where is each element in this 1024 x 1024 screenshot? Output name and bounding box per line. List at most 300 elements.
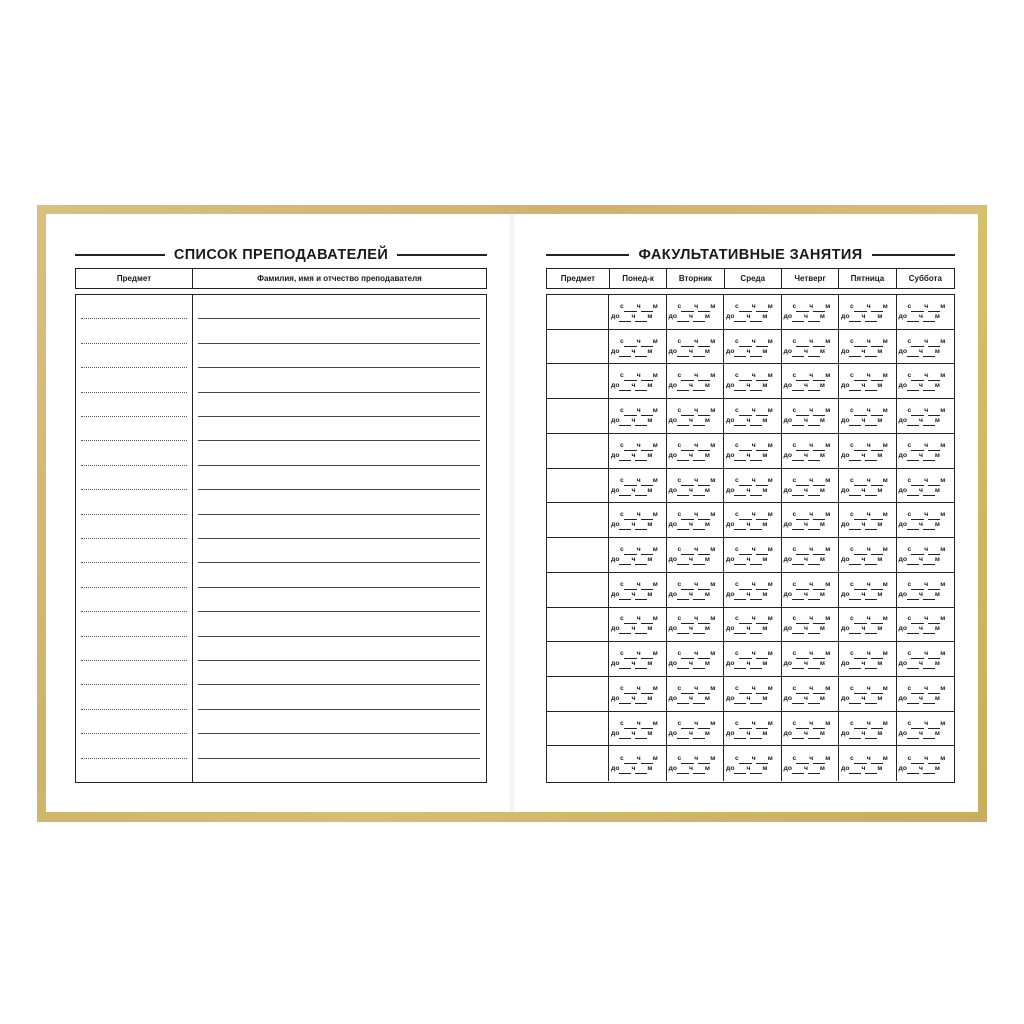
time-from-line: [726, 510, 779, 520]
minute-blank: [756, 757, 768, 764]
minute-label: м: [710, 615, 716, 623]
minute-blank: [756, 374, 768, 381]
minute-blank: [871, 340, 883, 347]
hour-blank: [681, 722, 694, 729]
hour-label: ч: [636, 511, 641, 519]
hour-blank: [619, 489, 631, 496]
header-subject: Предмет: [76, 269, 193, 288]
minute-label: м: [877, 521, 883, 529]
time-prefix: до: [783, 625, 792, 633]
time-prefix: до: [841, 729, 850, 737]
minute-blank: [635, 523, 647, 530]
hour-blank: [911, 444, 924, 451]
hour-label: ч: [694, 407, 699, 415]
hour-label: ч: [694, 337, 699, 345]
hour-blank: [849, 732, 861, 739]
minute-blank: [635, 767, 647, 774]
hour-label: ч: [751, 407, 756, 415]
hour-blank: [681, 583, 694, 590]
elective-subject-cell: [547, 677, 609, 711]
hour-blank: [907, 558, 919, 565]
hour-label: ч: [809, 511, 814, 519]
minute-label: м: [825, 650, 831, 658]
hour-label: ч: [688, 590, 693, 598]
hour-blank: [796, 340, 809, 347]
day-time-cell: [667, 295, 725, 329]
minute-label: м: [825, 372, 831, 380]
hour-blank: [792, 662, 804, 669]
hour-label: ч: [809, 337, 814, 345]
hour-blank: [624, 479, 637, 486]
hour-label: ч: [751, 719, 756, 727]
hour-blank: [624, 513, 637, 520]
minute-label: м: [767, 337, 773, 345]
minute-blank: [813, 513, 825, 520]
time-from-line: [784, 337, 837, 347]
time-prefix: до: [898, 382, 907, 390]
time-prefix: до: [726, 660, 735, 668]
minute-label: м: [934, 521, 940, 529]
time-prefix: с: [792, 615, 797, 623]
teacher-row: [76, 710, 486, 734]
subject-dotted-line: [81, 758, 187, 759]
time-prefix: с: [907, 650, 912, 658]
time-prefix: с: [907, 754, 912, 762]
hour-label: ч: [631, 312, 636, 320]
time-from-line: [726, 719, 779, 729]
minute-blank: [865, 662, 877, 669]
time-from-line: [784, 510, 837, 520]
hour-label: ч: [861, 347, 866, 355]
time-to-line: [841, 451, 894, 461]
time-prefix: до: [841, 347, 850, 355]
hour-blank: [907, 697, 919, 704]
hour-label: ч: [636, 719, 641, 727]
minute-blank: [923, 489, 935, 496]
time-prefix: до: [841, 555, 850, 563]
minute-label: м: [882, 650, 888, 658]
minute-label: м: [940, 754, 946, 762]
minute-label: м: [704, 729, 710, 737]
time-from-line: [611, 476, 664, 486]
minute-label: м: [882, 511, 888, 519]
minute-label: м: [710, 441, 716, 449]
time-from-line: [899, 302, 953, 312]
hour-blank: [677, 419, 689, 426]
time-from-line: [669, 337, 722, 347]
day-time-cell: [839, 642, 897, 676]
time-prefix: с: [850, 580, 854, 588]
electives-table-body: [546, 294, 955, 783]
minute-label: м: [819, 625, 825, 633]
minute-blank: [635, 593, 647, 600]
time-prefix: до: [726, 382, 735, 390]
minute-blank: [635, 489, 647, 496]
minute-blank: [641, 374, 653, 381]
minute-blank: [693, 489, 705, 496]
minute-label: м: [882, 545, 888, 553]
time-prefix: с: [792, 441, 797, 449]
minute-label: м: [940, 684, 946, 692]
hour-blank: [911, 513, 924, 520]
elective-subject-cell: [547, 573, 609, 607]
teacher-row: [76, 515, 486, 539]
hour-label: ч: [918, 417, 923, 425]
hour-label: ч: [866, 580, 871, 588]
minute-label: м: [704, 451, 710, 459]
hour-label: ч: [746, 590, 751, 598]
minute-blank: [813, 548, 825, 555]
minute-label: м: [762, 555, 768, 563]
header-monday: Понед-к: [610, 269, 667, 288]
hour-label: ч: [866, 337, 871, 345]
time-to-line: [841, 486, 894, 496]
time-prefix: с: [677, 476, 682, 484]
minute-blank: [641, 583, 653, 590]
time-prefix: с: [792, 337, 797, 345]
time-prefix: до: [783, 521, 792, 529]
minute-label: м: [940, 407, 946, 415]
day-time-cell: [667, 712, 725, 746]
minute-blank: [865, 732, 877, 739]
hour-blank: [796, 548, 809, 555]
hour-blank: [619, 627, 631, 634]
time-prefix: до: [668, 521, 677, 529]
hour-label: ч: [866, 719, 871, 727]
hour-blank: [911, 722, 924, 729]
minute-label: м: [704, 521, 710, 529]
minute-blank: [865, 523, 877, 530]
hour-blank: [619, 315, 631, 322]
time-to-line: [899, 729, 953, 739]
minute-label: м: [652, 372, 658, 380]
minute-blank: [750, 454, 762, 461]
hour-blank: [619, 419, 631, 426]
hour-label: ч: [688, 347, 693, 355]
hour-blank: [854, 513, 867, 520]
day-time-cell: [839, 573, 897, 607]
time-prefix: до: [898, 417, 907, 425]
day-time-cell: [839, 712, 897, 746]
time-prefix: с: [792, 650, 797, 658]
time-from-line: [841, 580, 894, 590]
time-to-line: [611, 381, 664, 391]
hour-label: ч: [631, 590, 636, 598]
minute-label: м: [647, 486, 653, 494]
hour-blank: [854, 548, 867, 555]
time-to-line: [611, 451, 664, 461]
minute-label: м: [762, 660, 768, 668]
hour-blank: [911, 340, 924, 347]
minute-label: м: [704, 660, 710, 668]
hour-label: ч: [924, 615, 929, 623]
title-rule-left: [75, 254, 165, 256]
hour-label: ч: [631, 382, 636, 390]
minute-label: м: [825, 511, 831, 519]
hour-label: ч: [694, 302, 699, 310]
hour-blank: [854, 583, 867, 590]
hour-label: ч: [866, 407, 871, 415]
time-to-line: [611, 764, 664, 774]
hour-label: ч: [746, 694, 751, 702]
hour-blank: [792, 523, 804, 530]
time-prefix: до: [611, 764, 620, 772]
hour-label: ч: [636, 615, 641, 623]
minute-blank: [923, 350, 935, 357]
time-from-line: [841, 614, 894, 624]
minute-blank: [813, 340, 825, 347]
minute-blank: [756, 583, 768, 590]
hour-label: ч: [631, 347, 636, 355]
minute-label: м: [934, 312, 940, 320]
elective-subject-cell: [547, 712, 609, 746]
minute-label: м: [767, 372, 773, 380]
day-time-cell: [724, 712, 782, 746]
day-time-cell: [609, 469, 667, 503]
time-prefix: до: [726, 312, 735, 320]
hour-blank: [796, 687, 809, 694]
minute-label: м: [882, 372, 888, 380]
time-prefix: с: [735, 476, 739, 484]
hour-blank: [677, 732, 689, 739]
minute-blank: [923, 558, 935, 565]
elective-row: [547, 399, 954, 434]
time-prefix: до: [611, 486, 620, 494]
minute-blank: [865, 627, 877, 634]
minute-label: м: [647, 729, 653, 737]
time-to-line: [669, 729, 722, 739]
hour-blank: [739, 305, 752, 312]
minute-label: м: [882, 302, 888, 310]
minute-blank: [635, 384, 647, 391]
hour-label: ч: [694, 511, 699, 519]
time-from-line: [899, 337, 953, 347]
hour-blank: [619, 662, 631, 669]
hour-blank: [854, 722, 867, 729]
elective-row: [547, 746, 954, 781]
hour-label: ч: [636, 441, 641, 449]
time-to-line: [899, 451, 953, 461]
hour-label: ч: [751, 684, 756, 692]
minute-blank: [750, 767, 762, 774]
hour-blank: [849, 315, 861, 322]
time-prefix: до: [668, 451, 677, 459]
header-wednesday: Среда: [725, 269, 782, 288]
time-from-line: [611, 614, 664, 624]
day-time-cell: [897, 503, 955, 537]
time-from-line: [726, 614, 779, 624]
time-prefix: до: [611, 625, 620, 633]
time-from-line: [841, 510, 894, 520]
minute-label: м: [710, 580, 716, 588]
hour-label: ч: [751, 302, 756, 310]
minute-blank: [923, 662, 935, 669]
time-to-line: [611, 312, 664, 322]
minute-label: м: [934, 729, 940, 737]
teacher-row: [76, 295, 486, 319]
hour-label: ч: [924, 684, 929, 692]
time-from-line: [726, 545, 779, 555]
time-from-line: [726, 684, 779, 694]
minute-label: м: [710, 684, 716, 692]
hour-blank: [911, 305, 924, 312]
time-from-line: [899, 371, 953, 381]
time-prefix: до: [841, 382, 850, 390]
time-from-line: [784, 649, 837, 659]
time-from-line: [899, 754, 953, 764]
time-from-line: [669, 406, 722, 416]
minute-label: м: [762, 486, 768, 494]
hour-label: ч: [751, 650, 756, 658]
minute-label: м: [940, 302, 946, 310]
hour-blank: [734, 350, 746, 357]
time-prefix: до: [898, 590, 907, 598]
hour-blank: [849, 627, 861, 634]
minute-label: м: [877, 417, 883, 425]
hour-blank: [681, 513, 694, 520]
minute-blank: [698, 757, 710, 764]
minute-label: м: [767, 545, 773, 553]
hour-label: ч: [746, 417, 751, 425]
teacher-row: [76, 417, 486, 441]
hour-blank: [624, 374, 637, 381]
time-from-line: [611, 406, 664, 416]
hour-label: ч: [694, 476, 699, 484]
time-prefix: до: [668, 660, 677, 668]
minute-blank: [865, 315, 877, 322]
time-prefix: с: [735, 719, 739, 727]
hour-blank: [734, 593, 746, 600]
time-to-line: [669, 624, 722, 634]
minute-blank: [641, 652, 653, 659]
minute-blank: [698, 479, 710, 486]
time-to-line: [841, 659, 894, 669]
minute-label: м: [647, 347, 653, 355]
hour-blank: [624, 409, 637, 416]
hour-blank: [619, 558, 631, 565]
hour-blank: [619, 454, 631, 461]
time-prefix: с: [907, 441, 912, 449]
time-prefix: с: [620, 615, 624, 623]
time-prefix: с: [677, 511, 682, 519]
minute-blank: [808, 523, 820, 530]
hour-blank: [849, 662, 861, 669]
hour-label: ч: [636, 302, 641, 310]
minute-blank: [865, 350, 877, 357]
hour-label: ч: [803, 382, 808, 390]
hour-label: ч: [809, 545, 814, 553]
minute-label: м: [819, 382, 825, 390]
minute-blank: [750, 558, 762, 565]
elective-row: [547, 295, 954, 330]
hour-blank: [792, 697, 804, 704]
day-time-cell: [609, 608, 667, 642]
time-from-line: [899, 476, 953, 486]
time-to-line: [899, 694, 953, 704]
time-prefix: с: [850, 650, 854, 658]
day-time-cell: [609, 503, 667, 537]
minute-label: м: [652, 337, 658, 345]
minute-label: м: [882, 754, 888, 762]
time-prefix: с: [677, 441, 682, 449]
minute-blank: [808, 627, 820, 634]
minute-blank: [928, 722, 940, 729]
hour-blank: [854, 617, 867, 624]
hour-blank: [739, 409, 752, 416]
minute-blank: [750, 315, 762, 322]
hour-blank: [796, 722, 809, 729]
hour-label: ч: [751, 337, 756, 345]
minute-blank: [693, 315, 705, 322]
hour-blank: [681, 409, 694, 416]
hour-label: ч: [694, 545, 699, 553]
hour-label: ч: [751, 476, 756, 484]
day-time-cell: [667, 746, 725, 781]
time-prefix: с: [850, 302, 854, 310]
elective-row: [547, 608, 954, 643]
minute-blank: [923, 627, 935, 634]
minute-blank: [865, 558, 877, 565]
minute-label: м: [767, 684, 773, 692]
minute-label: м: [647, 660, 653, 668]
hour-label: ч: [631, 451, 636, 459]
day-time-cell: [782, 503, 840, 537]
day-time-cell: [782, 399, 840, 433]
minute-blank: [750, 350, 762, 357]
time-prefix: с: [735, 511, 739, 519]
time-from-line: [611, 441, 664, 451]
day-time-cell: [897, 712, 955, 746]
hour-blank: [849, 697, 861, 704]
hour-label: ч: [924, 580, 929, 588]
hour-blank: [907, 454, 919, 461]
hour-label: ч: [924, 407, 929, 415]
time-from-line: [726, 649, 779, 659]
day-time-cell: [609, 434, 667, 468]
day-time-cell: [724, 330, 782, 364]
minute-label: м: [704, 625, 710, 633]
minute-blank: [698, 444, 710, 451]
time-to-line: [611, 729, 664, 739]
time-prefix: до: [783, 694, 792, 702]
time-prefix: с: [735, 754, 739, 762]
minute-blank: [693, 523, 705, 530]
time-prefix: до: [841, 312, 850, 320]
hour-blank: [854, 652, 867, 659]
minute-blank: [698, 617, 710, 624]
elective-row: [547, 469, 954, 504]
time-prefix: с: [620, 545, 624, 553]
hour-label: ч: [803, 417, 808, 425]
time-prefix: до: [611, 521, 620, 529]
day-time-cell: [667, 469, 725, 503]
hour-label: ч: [803, 451, 808, 459]
hour-label: ч: [803, 555, 808, 563]
hour-label: ч: [924, 754, 929, 762]
time-prefix: с: [850, 545, 854, 553]
time-from-line: [784, 545, 837, 555]
hour-label: ч: [866, 441, 871, 449]
minute-blank: [693, 662, 705, 669]
time-to-line: [784, 312, 837, 322]
minute-blank: [641, 722, 653, 729]
hour-blank: [739, 548, 752, 555]
hour-label: ч: [809, 476, 814, 484]
hour-blank: [739, 687, 752, 694]
time-to-line: [784, 729, 837, 739]
minute-label: м: [704, 347, 710, 355]
time-prefix: до: [783, 660, 792, 668]
